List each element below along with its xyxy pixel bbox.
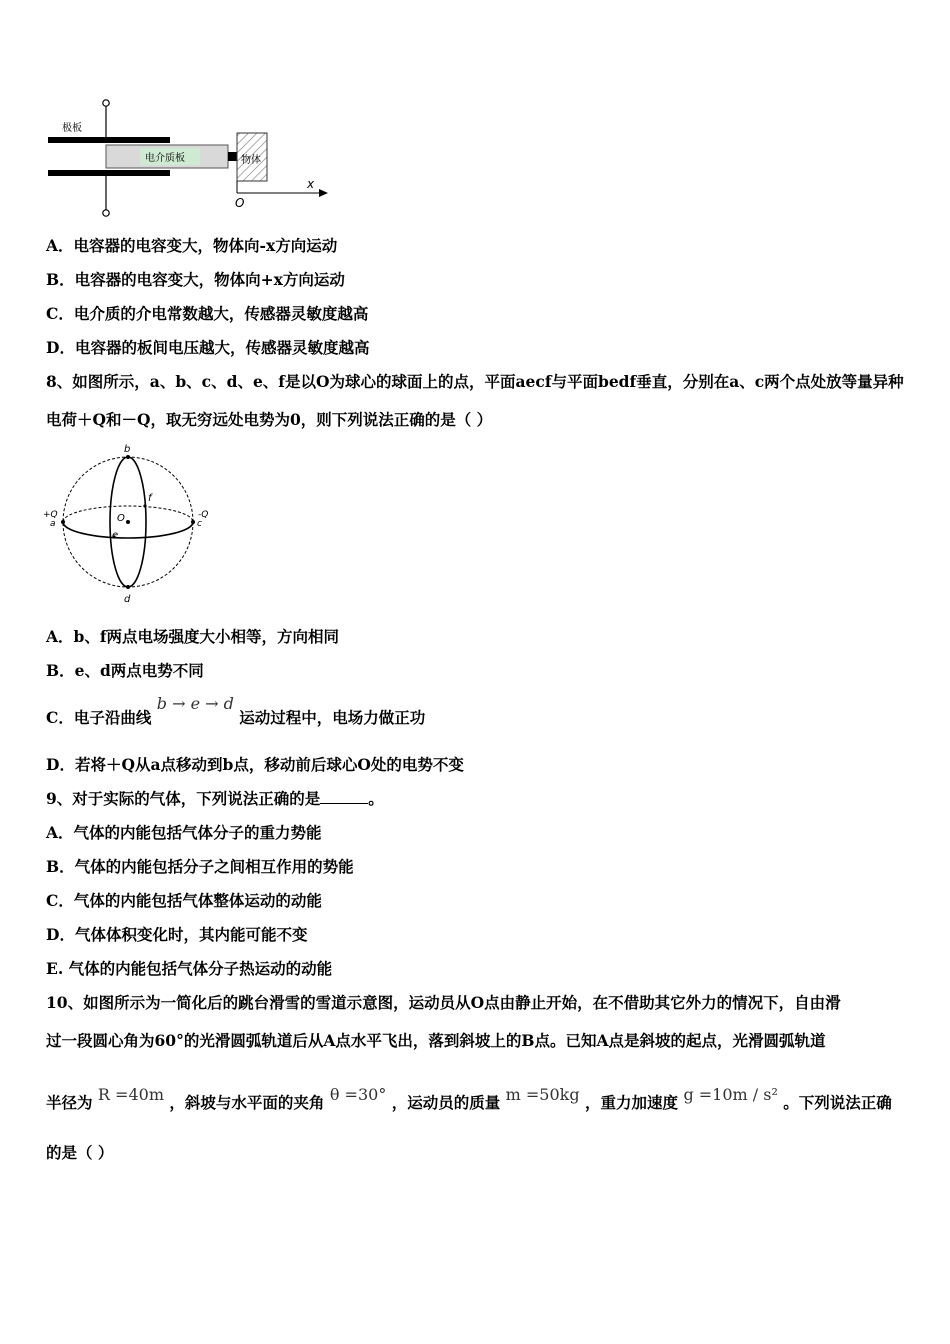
q8-stem-line2: 电荷＋Q和－Q，取无穷远处电势为0，则下列说法正确的是（ ） (46, 410, 493, 429)
object-label: 物体 (241, 155, 261, 166)
answer-blank (320, 789, 368, 804)
q10-stem-line4: 的是（ ） (46, 1143, 114, 1162)
q9-stem: 9、对于实际的气体，下列说法正确的是 。 (46, 789, 384, 808)
q10-stem-line2: 过一段圆心角为60°的光滑圆弧轨道后从A点水平飞出，落到斜坡上的B点。已知A点是斜坡的起点，光滑圆弧轨道 (46, 1031, 826, 1050)
q8-option-c-prefix: C．电子沿曲线 (46, 708, 152, 727)
q8-option-c (46, 694, 426, 728)
label-c: c (197, 519, 202, 529)
q8-option-c-path: b → e → d (156, 694, 234, 713)
math-m: m =50kg (505, 1085, 580, 1104)
q9-option-e: E. 气体的内能包括气体分子热运动的动能 (46, 959, 333, 978)
sphere-figure (40, 440, 220, 610)
label-plus-q: +Q (43, 510, 58, 520)
origin-label: O (235, 196, 245, 210)
math-r: R =40m (97, 1085, 164, 1104)
capacitor-sensor-figure (40, 95, 340, 220)
label-e: e (112, 530, 119, 541)
q7-option-b: B．电容器的电容变大，物体向+x方向运动 (46, 270, 345, 289)
q8-option-a: A．b、f两点电场强度大小相等，方向相同 (46, 627, 340, 646)
q8-option-d: D．若将＋Q从a点移动到b点，移动前后球心O处的电势不变 (46, 755, 464, 774)
label-f: f (148, 493, 152, 504)
math-g: g =10m / s² (683, 1085, 778, 1104)
label-b: b (124, 444, 131, 455)
q8-option-c-suffix: 运动过程中，电场力做正功 (239, 708, 426, 727)
q8-stem-line1: 8、如图所示，a、b、c、d、e、f是以O为球心的球面上的点，平面aecf与平面bedf垂直，分别在a、c两个点处放等量异种 (46, 372, 904, 391)
q8-option-b: B．e、d两点电势不同 (46, 661, 204, 680)
label-a: a (50, 519, 56, 529)
q10-stem-line1: 10、如图所示为一简化后的跳台滑雪的雪道示意图，运动员从O点由静止开始，在不借助其它外力的情况下，自由滑 (46, 993, 841, 1012)
dielectric-label: 电介质板 (145, 153, 185, 164)
q7-option-a: A．电容器的电容变大，物体向-x方向运动 (46, 236, 338, 255)
q9-option-c: C．气体的内能包括气体整体运动的动能 (46, 891, 322, 910)
q9-option-a: A．气体的内能包括气体分子的重力势能 (46, 823, 322, 842)
q7-option-c: C．电介质的介电常数越大，传感器灵敏度越高 (46, 304, 369, 323)
q7-option-d: D．电容器的板间电压越大，传感器灵敏度越高 (46, 338, 370, 357)
q9-option-b: B．气体的内能包括分子之间相互作用的势能 (46, 857, 354, 876)
plate-label: 极板 (62, 123, 82, 134)
q9-option-d: D．气体体积变化时，其内能可能不变 (46, 925, 308, 944)
label-o: O (117, 513, 125, 524)
q10-stem-line3: 半径为 R =40m ，斜坡与水平面的夹角 θ =30° ，运动员的质量 m =50kg ，重力加速度 g =10m / s² 。下列说法正确 (46, 1085, 892, 1112)
x-axis-label: x (307, 177, 315, 191)
label-minus-q: -Q (198, 510, 209, 520)
math-theta: θ =30° (329, 1085, 387, 1104)
label-d: d (124, 594, 131, 605)
